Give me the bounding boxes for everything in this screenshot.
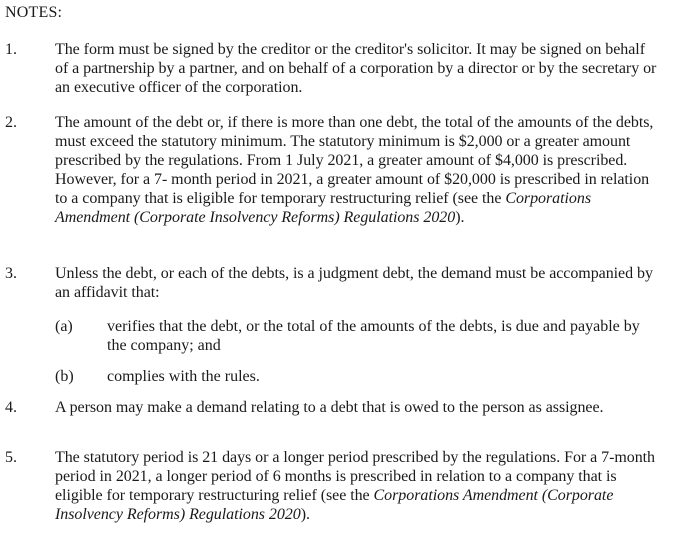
- note-text-part: A person may make a demand relating to a debt that is owed to the person as assignee.: [55, 399, 604, 416]
- note-text: [55, 398, 661, 417]
- note-citation: Corporations Amendment (Corporate Insolvency Reforms) Regulations 2020: [55, 190, 592, 226]
- note-text-part: The amount of the debt or, if there is more than one debt, the total of the amounts of the debts, must exceed the statutory minimum. The statutory minimum is $2,000 or a greater amount prescribed by the regulations. From 1 July 2021, a greater amount of $4,000 is prescribed. However, for a 7- month period in 2021, a greater amount of $20,000 is prescribed in relation to a company that is eligible for temporary restructuring relief (see the: [55, 114, 654, 207]
- subitem-label: (b): [55, 368, 74, 385]
- note-number: 5.: [5, 449, 17, 466]
- subitem-text: verifies that the debt, or the total of the amounts of the debts, is due and payable by the company; and: [107, 318, 640, 354]
- note-number: 1.: [5, 41, 17, 58]
- note-text-part: ).: [300, 506, 310, 523]
- note-citation: Corporations Amendment (Corporate Insolvency Reforms) Regulations 2020: [55, 487, 614, 523]
- note-text: [55, 113, 661, 227]
- note-text: [55, 448, 661, 524]
- note-text-part: Unless the debt, or each of the debts, is a judgment debt, the demand must be accompanied by an affidavit that:: [55, 265, 653, 301]
- note-text-part: The form must be signed by the creditor or the creditor's solicitor. It may be signed on behalf of a partnership by a partner, and on behalf of a corporation by a director or by the secretary or an executive officer of the corporation.: [55, 41, 657, 96]
- note-text: [55, 40, 661, 97]
- note-number: 2.: [5, 114, 17, 131]
- note-text-part: The statutory period is 21 days or a longer period prescribed by the regulations. For a 7-month period in 2021, a longer period of 6 months is prescribed in relation to a company that is eligible for temporary restructuring relief (see the: [55, 449, 655, 504]
- note-number: 4.: [5, 399, 17, 416]
- note-text-part: ).: [455, 209, 465, 226]
- subitem-label: (a): [55, 318, 73, 335]
- subitem-text: complies with the rules.: [107, 368, 260, 385]
- notes-heading: NOTES:: [5, 4, 63, 21]
- note-number: 3.: [5, 265, 17, 282]
- note-text: [55, 264, 661, 302]
